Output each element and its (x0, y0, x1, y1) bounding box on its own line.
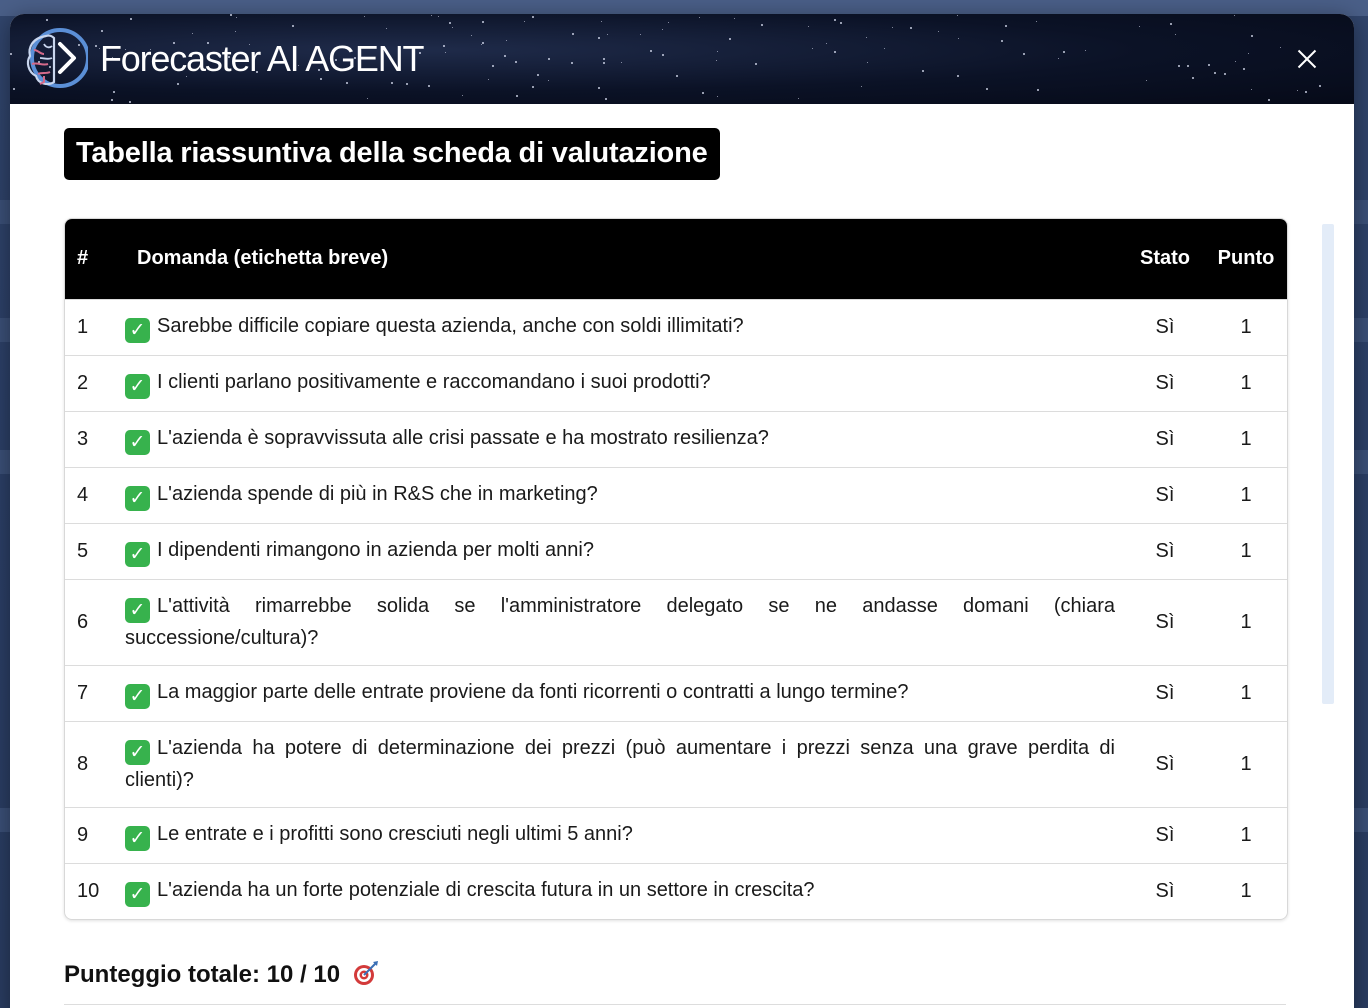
star-decoration (504, 55, 506, 57)
star-decoration (1058, 58, 1059, 59)
star-decoration (391, 82, 393, 84)
star-decoration (598, 37, 600, 39)
row-status: Sì (1125, 721, 1205, 807)
star-decoration (1036, 21, 1037, 22)
star-decoration (532, 86, 534, 88)
star-decoration (702, 92, 704, 94)
star-decoration (449, 22, 451, 24)
row-points: 1 (1205, 807, 1287, 863)
star-decoration (101, 30, 103, 32)
star-decoration (699, 17, 700, 18)
star-decoration (798, 98, 799, 99)
star-decoration (481, 44, 482, 45)
row-question (125, 523, 1125, 579)
row-status: Sì (1125, 579, 1205, 665)
row-question (125, 665, 1125, 721)
row-number: 5 (65, 523, 125, 579)
star-decoration (603, 62, 605, 64)
star-decoration (668, 22, 669, 23)
star-decoration (364, 16, 365, 17)
star-decoration (1187, 65, 1189, 67)
star-decoration (812, 48, 813, 49)
question-text: Le entrate e i profitti sono cresciuti negli ultimi 5 anni? (157, 823, 633, 845)
star-decoration (548, 58, 550, 60)
star-decoration (1170, 23, 1172, 25)
row-points: 1 (1205, 355, 1287, 411)
star-decoration (598, 87, 600, 89)
star-decoration (516, 95, 518, 97)
table-row (65, 665, 1287, 721)
star-decoration (428, 85, 430, 87)
row-number: 2 (65, 355, 125, 411)
row-question (125, 355, 1125, 411)
star-decoration (601, 21, 602, 22)
row-status: Sì (1125, 467, 1205, 523)
table-row (65, 721, 1287, 807)
check-mark-icon: ✓ (125, 826, 150, 851)
row-question (125, 467, 1125, 523)
table-row (65, 523, 1287, 579)
star-decoration (443, 45, 445, 47)
star-decoration (1280, 47, 1281, 48)
star-decoration (603, 58, 605, 60)
star-decoration (1243, 68, 1245, 70)
row-question (125, 863, 1125, 919)
row-points: 1 (1205, 863, 1287, 919)
star-decoration (958, 38, 959, 39)
table-row (65, 411, 1287, 467)
question-text: Sarebbe difficile copiare questa azienda, anche con soldi illimitati? (157, 315, 744, 337)
table-row (65, 863, 1287, 919)
row-number: 10 (65, 863, 125, 919)
star-decoration (910, 27, 912, 29)
star-decoration (438, 16, 439, 17)
check-mark-icon: ✓ (125, 598, 150, 623)
column-header-number: # (77, 247, 89, 270)
table-row (65, 355, 1287, 411)
check-mark-icon: ✓ (125, 882, 150, 907)
star-decoration (717, 96, 718, 97)
column-header-points: Punto (1217, 247, 1275, 270)
row-number: 6 (65, 579, 125, 665)
star-decoration (192, 33, 193, 34)
star-decoration (755, 63, 757, 65)
star-decoration (640, 34, 641, 35)
star-decoration (1023, 53, 1025, 55)
question-text: La maggior parte delle entrate proviene da fonti ricorrenti o contratti a lungo termine? (157, 681, 909, 703)
table-row (65, 467, 1287, 523)
star-decoration (488, 79, 489, 80)
star-decoration (676, 75, 678, 77)
star-decoration (840, 22, 842, 24)
star-decoration (1268, 99, 1270, 101)
star-decoration (386, 28, 387, 29)
star-decoration (1192, 77, 1194, 79)
question-text: I dipendenti rimangono in azienda per molti anni? (157, 539, 594, 561)
check-mark-icon: ✓ (125, 374, 150, 399)
row-points: 1 (1205, 579, 1287, 665)
star-decoration (986, 88, 988, 90)
star-decoration (452, 27, 453, 28)
row-question (125, 579, 1125, 665)
star-decoration (1234, 15, 1235, 16)
star-decoration (113, 91, 115, 93)
star-decoration (1305, 91, 1307, 93)
row-status: Sì (1125, 523, 1205, 579)
table-row (65, 807, 1287, 863)
star-decoration (1208, 64, 1210, 66)
question-text: L'azienda spende di più in R&S che in marketing? (157, 483, 598, 505)
question-text: L'attività rimarrebbe solida se l'amministratore delegato se ne andasse domani (chiara successione/cultura)? (125, 595, 1115, 649)
star-decoration (662, 29, 663, 30)
star-decoration (729, 38, 731, 40)
star-decoration (406, 83, 408, 85)
star-decoration (230, 14, 232, 16)
total-score (64, 960, 379, 989)
row-question (125, 299, 1125, 355)
row-status: Sì (1125, 355, 1205, 411)
star-decoration (957, 75, 959, 77)
star-decoration (506, 40, 507, 41)
star-decoration (367, 98, 368, 99)
table-header-row (65, 219, 1287, 299)
star-decoration (1251, 35, 1253, 37)
check-mark-icon: ✓ (125, 740, 150, 765)
star-decoration (1319, 85, 1321, 87)
star-decoration (1139, 26, 1140, 27)
row-points: 1 (1205, 467, 1287, 523)
star-decoration (532, 16, 534, 18)
star-decoration (938, 31, 939, 32)
star-decoration (471, 35, 472, 36)
star-decoration (662, 54, 664, 56)
star-decoration (607, 34, 608, 35)
row-points: 1 (1205, 299, 1287, 355)
star-decoration (621, 62, 622, 63)
scrollbar[interactable] (1322, 224, 1334, 704)
star-decoration (861, 86, 862, 87)
table-row (65, 299, 1287, 355)
row-number: 8 (65, 721, 125, 807)
row-points: 1 (1205, 665, 1287, 721)
star-decoration (1175, 34, 1176, 35)
check-mark-icon: ✓ (125, 318, 150, 343)
star-decoration (1178, 65, 1180, 67)
table-row (65, 579, 1287, 665)
star-decoration (445, 52, 446, 53)
scorecard-table (64, 218, 1288, 920)
star-decoration (13, 88, 15, 90)
check-mark-icon: ✓ (125, 542, 150, 567)
star-decoration (95, 45, 97, 47)
star-decoration (1146, 80, 1147, 81)
star-decoration (524, 21, 525, 22)
section-title: Tabella riassuntiva della scheda di valutazione (64, 128, 720, 180)
star-decoration (717, 51, 718, 52)
row-question (125, 721, 1125, 807)
star-decoration (867, 62, 868, 63)
star-decoration (1005, 25, 1007, 27)
row-status: Sì (1125, 807, 1205, 863)
question-text: L'azienda ha potere di determinazione dei prezzi (può aumentare i prezzi senza una grave perdita di clienti)? (125, 737, 1115, 791)
question-text: I clienti parlano positivamente e raccomandano i suoi prodotti? (157, 371, 711, 393)
star-decoration (1085, 50, 1086, 51)
star-decoration (571, 62, 573, 64)
total-score-label: Punteggio totale: 10 / 10 (64, 961, 341, 988)
row-points: 1 (1205, 721, 1287, 807)
star-decoration (462, 95, 463, 96)
brain-clock-logo-icon (22, 26, 88, 92)
divider (64, 1004, 1286, 1005)
star-decoration (236, 17, 237, 18)
star-decoration (884, 48, 885, 49)
star-decoration (548, 80, 549, 81)
row-number: 9 (65, 807, 125, 863)
question-text: L'azienda ha un forte potenziale di crescita futura in un settore in crescita? (157, 879, 815, 902)
dart-target-icon (353, 960, 379, 986)
star-decoration (482, 21, 484, 23)
star-decoration (734, 18, 735, 19)
app-title: Forecaster AI AGENT (100, 38, 424, 79)
star-decoration (111, 99, 113, 101)
star-decoration (922, 70, 924, 72)
row-status: Sì (1125, 299, 1205, 355)
star-decoration (46, 19, 48, 21)
row-number: 3 (65, 411, 125, 467)
star-decoration (1063, 51, 1065, 53)
row-question (125, 807, 1125, 863)
row-points: 1 (1205, 411, 1287, 467)
star-decoration (1214, 72, 1216, 74)
column-header-status: Stato (1140, 247, 1190, 270)
row-status: Sì (1125, 863, 1205, 919)
modal-header (10, 14, 1354, 104)
star-decoration (572, 33, 574, 35)
star-decoration (130, 18, 132, 20)
star-decoration (292, 25, 294, 27)
star-decoration (826, 43, 827, 44)
star-decoration (1001, 40, 1003, 42)
row-points: 1 (1205, 523, 1287, 579)
star-decoration (1235, 61, 1236, 62)
star-decoration (1297, 90, 1298, 91)
row-status: Sì (1125, 411, 1205, 467)
star-decoration (515, 61, 517, 63)
star-decoration (1037, 89, 1039, 91)
star-decoration (129, 101, 131, 103)
row-number: 7 (65, 665, 125, 721)
star-decoration (650, 50, 652, 52)
star-decoration (482, 42, 484, 44)
row-status: Sì (1125, 665, 1205, 721)
close-icon[interactable] (1296, 48, 1318, 70)
star-decoration (1248, 53, 1249, 54)
modal-body (10, 104, 1354, 1008)
check-mark-icon: ✓ (125, 684, 150, 709)
row-number: 4 (65, 467, 125, 523)
star-decoration (834, 51, 836, 53)
check-mark-icon: ✓ (125, 486, 150, 511)
star-decoration (866, 37, 867, 38)
star-decoration (10, 53, 12, 55)
star-decoration (346, 82, 348, 84)
star-decoration (605, 98, 607, 100)
star-decoration (1224, 73, 1226, 75)
column-header-question: Domanda (etichetta breve) (137, 247, 389, 270)
star-decoration (892, 27, 893, 28)
star-decoration (177, 83, 179, 85)
star-decoration (716, 60, 717, 61)
star-decoration (537, 74, 539, 76)
forecaster-modal (10, 14, 1354, 1008)
star-decoration (834, 19, 836, 21)
star-decoration (235, 31, 236, 32)
star-decoration (1251, 89, 1252, 90)
question-text: L'azienda è sopravvissuta alle crisi passate e ha mostrato resilienza? (157, 427, 769, 449)
star-decoration (492, 65, 494, 67)
star-decoration (957, 15, 958, 16)
row-question (125, 411, 1125, 467)
check-mark-icon: ✓ (125, 430, 150, 455)
star-decoration (808, 26, 809, 27)
star-decoration (761, 24, 763, 26)
star-decoration (431, 15, 432, 16)
row-number: 1 (65, 299, 125, 355)
